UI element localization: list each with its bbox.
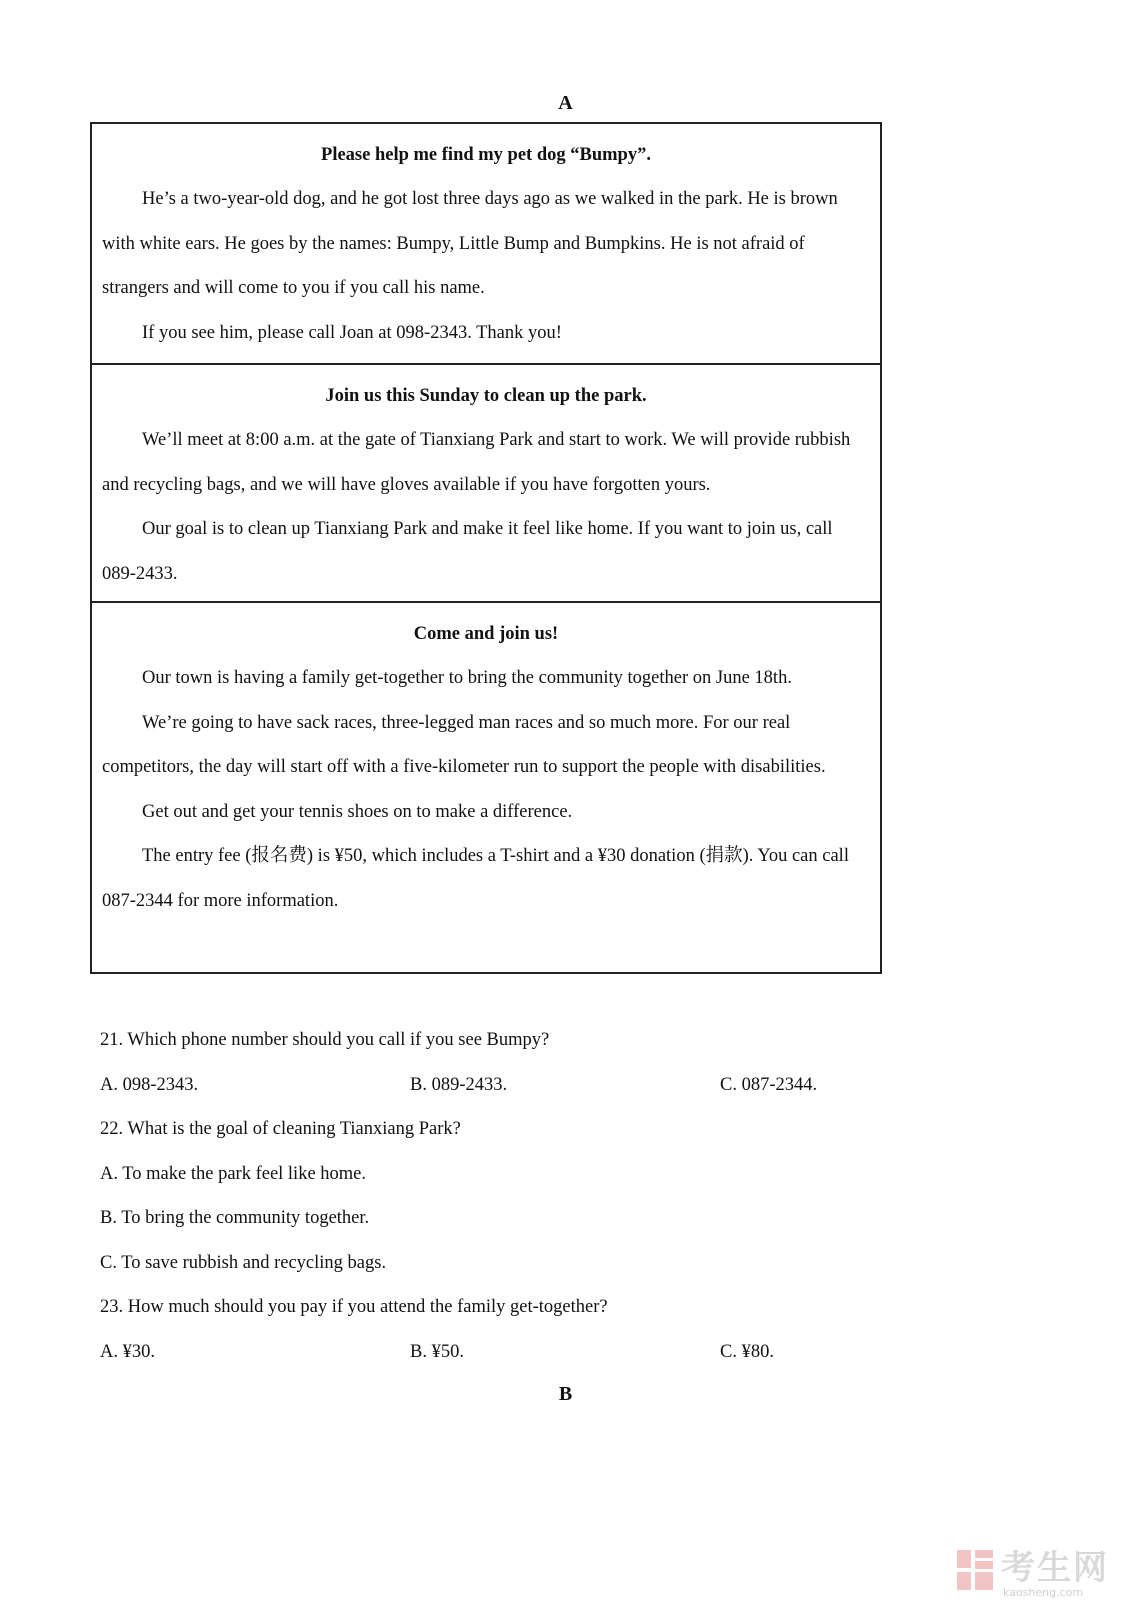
section-a-title: A bbox=[558, 92, 573, 114]
question-23-options bbox=[100, 1330, 980, 1375]
question-list bbox=[100, 1018, 980, 1374]
option-c: C. ¥80. bbox=[720, 1341, 774, 1362]
question-21-options bbox=[100, 1063, 980, 1108]
option-b: B. 089-2433. bbox=[410, 1074, 508, 1095]
notice-park-cleanup bbox=[92, 363, 880, 601]
watermark-subtext: kaosheng.com bbox=[1003, 1586, 1084, 1599]
option-c: C. 087-2344. bbox=[720, 1074, 818, 1095]
option-b: B. To bring the community together. bbox=[100, 1208, 370, 1228]
watermark-text: 考生网 bbox=[1001, 1548, 1109, 1588]
notice-paragraph: The entry fee (报名费) is ¥50, which includes a T-shirt and a ¥30 donation (捐款). You can call 087-2344 for more information. bbox=[102, 846, 849, 911]
section-b-title: B bbox=[558, 1383, 573, 1405]
option-a: A. To make the park feel like home. bbox=[100, 1163, 367, 1184]
option-a: A. 098-2343. bbox=[100, 1074, 199, 1095]
notice-board bbox=[90, 122, 882, 974]
notice-heading: Join us this Sunday to clean up the park. bbox=[325, 386, 647, 406]
option-b: B. ¥50. bbox=[410, 1341, 464, 1362]
notice-heading: Please help me find my pet dog “Bumpy”. bbox=[321, 145, 651, 165]
question-23: 23. How much should you pay if you attend the family get-together? bbox=[100, 1297, 608, 1317]
notice-paragraph: Our town is having a family get-together to bring the community together on June 18th. bbox=[142, 668, 792, 688]
notice-heading: Come and join us! bbox=[413, 624, 559, 644]
notice-family-get-together bbox=[92, 601, 880, 972]
notice-lost-dog bbox=[92, 124, 880, 363]
option-a: A. ¥30. bbox=[100, 1341, 155, 1362]
notice-paragraph: If you see him, please call Joan at 098-2343. Thank you! bbox=[142, 322, 562, 343]
notice-paragraph: We’ll meet at 8:00 a.m. at the gate of Tianxiang Park and start to work. We will provide rubbish and recycling bags, and we will have gloves available if you have forgotten yours. bbox=[102, 430, 851, 495]
notice-paragraph: Our goal is to clean up Tianxiang Park and make it feel like home. If you want to join us, call 089-2433. bbox=[102, 519, 833, 584]
option-c: C. To save rubbish and recycling bags. bbox=[100, 1252, 387, 1273]
notice-paragraph: Get out and get your tennis shoes on to make a difference. bbox=[142, 801, 573, 822]
kaosheng-logo-icon bbox=[955, 1548, 995, 1592]
question-21: 21. Which phone number should you call if you see Bumpy? bbox=[100, 1030, 550, 1050]
notice-paragraph: He’s a two-year-old dog, and he got lost three days ago as we walked in the park. He is brown with white ears. He goes by the names: Bumpy, Little Bump and Bumpkins. He is not afraid of strangers and will come to you if you call his name. bbox=[102, 189, 838, 298]
notice-paragraph: We’re going to have sack races, three-legged man races and so much more. For our real competitors, the day will start off with a five-kilometer run to support the people with disabilities. bbox=[102, 712, 826, 777]
kaosheng-watermark bbox=[955, 1548, 1115, 1598]
question-22: 22. What is the goal of cleaning Tianxiang Park? bbox=[100, 1119, 461, 1139]
